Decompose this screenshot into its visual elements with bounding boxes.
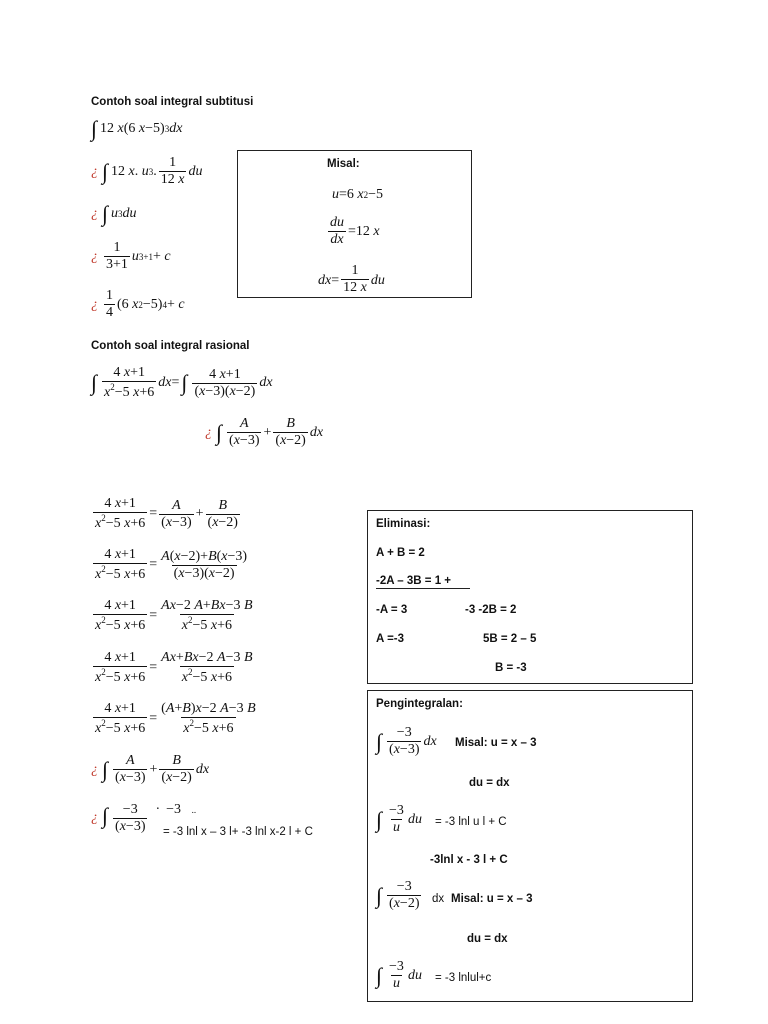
peng-integral-u-1: ∫ $\frac{-3}{u}$ du (376, 803, 422, 836)
peng-integral-2: ∫ $\frac{-3}{(x-2)}$ (376, 879, 420, 912)
eliminasi-title: Eliminasi: (376, 518, 431, 530)
peng-integral-u-2: ∫ $\frac{-3}{u}$ du (376, 959, 422, 992)
sub-eq-5: ¿ $\frac{1}{4}$ (6 x 2 −5) 4 + c (91, 288, 185, 321)
elim-line-1: A + B = 2 (376, 547, 425, 559)
final-result: = -3 lnl x – 3 l+ -3 lnl x-2 l + C (163, 826, 313, 838)
peng-du-2: du = dx (467, 933, 508, 945)
peng-result-2: = -3 lnlul+c (435, 972, 492, 984)
pf-step-3: $\frac{4 x+1}{x^2-5 x+6}$ = $\frac{Ax-2 A+Bx-3 B}{x^2-5 x+6}$ (95, 598, 253, 634)
sub-eq-1: ∫ 12 x (6 x −5) 3 dx (91, 116, 183, 141)
pf-step-4: $\frac{4 x+1}{x^2-5 x+6}$ = $\frac{Ax+Bx-2 A-3 B}{x^2-5 x+6}$ (95, 650, 253, 686)
peng-dx-2: dx (432, 893, 445, 905)
misal-box (237, 150, 472, 298)
eliminasi-box (367, 510, 693, 684)
peng-misal-2: Misal: u = x – 3 (451, 893, 533, 905)
glyph-marker: ¿ (91, 761, 98, 777)
glyph-marker: ¿ (91, 206, 98, 221)
glyph-marker: ¿ (91, 296, 98, 312)
pengintegralan-box (367, 690, 693, 1002)
pengintegralan-title: Pengintegralan: (376, 698, 463, 710)
rat-eq-1: ∫ $\frac{4 x+1}{x^2-5 x+6}$ dx = ∫ $\frac{4 x+1}{(x-3)(x-2)}$ dx (91, 365, 273, 401)
pf-step-2: $\frac{4 x+1}{x^2-5 x+6}$ = $\frac{A(x-2)+B(x-3)}{(x-3)(x-2)}$ (95, 547, 248, 583)
heading-rasional: Contoh soal integral rasional (91, 340, 250, 352)
misal-eq-u: u =6 x 2 −5 (332, 187, 384, 202)
glyph-marker: ¿ (91, 163, 98, 179)
rat-eq-2: ¿ ∫ $\frac{A}{(x-3)}$ + $\frac{B}{(x-2)}$ dx (205, 416, 324, 449)
elim-line-4b: 5B = 2 – 5 (483, 633, 537, 645)
elim-line-3b: -3 -2B = 2 (465, 604, 517, 616)
elim-line-5: B = -3 (495, 662, 527, 674)
sub-eq-3: ¿ ∫ u 3 du (91, 201, 137, 226)
pf-step-5: $\frac{4 x+1}{x^2-5 x+6}$ = $\frac{(A+B)x-2 A-3 B}{x^2-5 x+6}$ (95, 701, 256, 737)
elim-line-4a: A =-3 (376, 633, 405, 645)
glyph-marker: ¿ (91, 248, 98, 264)
pf-integral-final: ¿ ∫ $\frac{-3}{(x-3)}$ · −3 .. (91, 802, 197, 835)
heading-substitusi: Contoh soal integral subtitusi (91, 96, 254, 108)
elim-line-3a: -A = 3 (376, 604, 408, 616)
glyph-marker: ¿ (91, 810, 98, 825)
peng-result-1: = -3 lnl u l + C (435, 816, 507, 828)
glyph-marker: ¿ (205, 424, 212, 440)
peng-result-1b: -3lnl x - 3 l + C (430, 854, 508, 866)
peng-misal-1: Misal: u = x – 3 (455, 737, 537, 749)
misal-eq-du: $\frac{du}{dx}$ =12 x (330, 215, 380, 248)
elim-line-2: -2A – 3B = 1 + (376, 575, 470, 589)
sub-eq-2: ¿ ∫ 12 x . u 3 . $\frac{1}{12 x}$ du (91, 155, 203, 188)
misal-eq-dx: dx= $\frac{1}{12 x}$ du (318, 263, 385, 293)
pf-integral-AB: ¿ ∫ $\frac{A}{(x-3)}$ + $\frac{B}{(x-2)}$ dx (91, 753, 210, 786)
peng-du-1: du = dx (469, 777, 510, 789)
misal-title: Misal: (327, 158, 360, 170)
sub-eq-4: ¿ $\frac{1}{3+1}$ u 3+1 + c (91, 240, 171, 273)
pf-step-1: $\frac{4 x+1}{x^2-5 x+6}$ = $\frac{A}{(x-3)}$ + $\frac{B}{(x-2)}$ (95, 496, 238, 532)
peng-integral-1: ∫ $\frac{-3}{(x-3)}$ dx (376, 725, 437, 758)
